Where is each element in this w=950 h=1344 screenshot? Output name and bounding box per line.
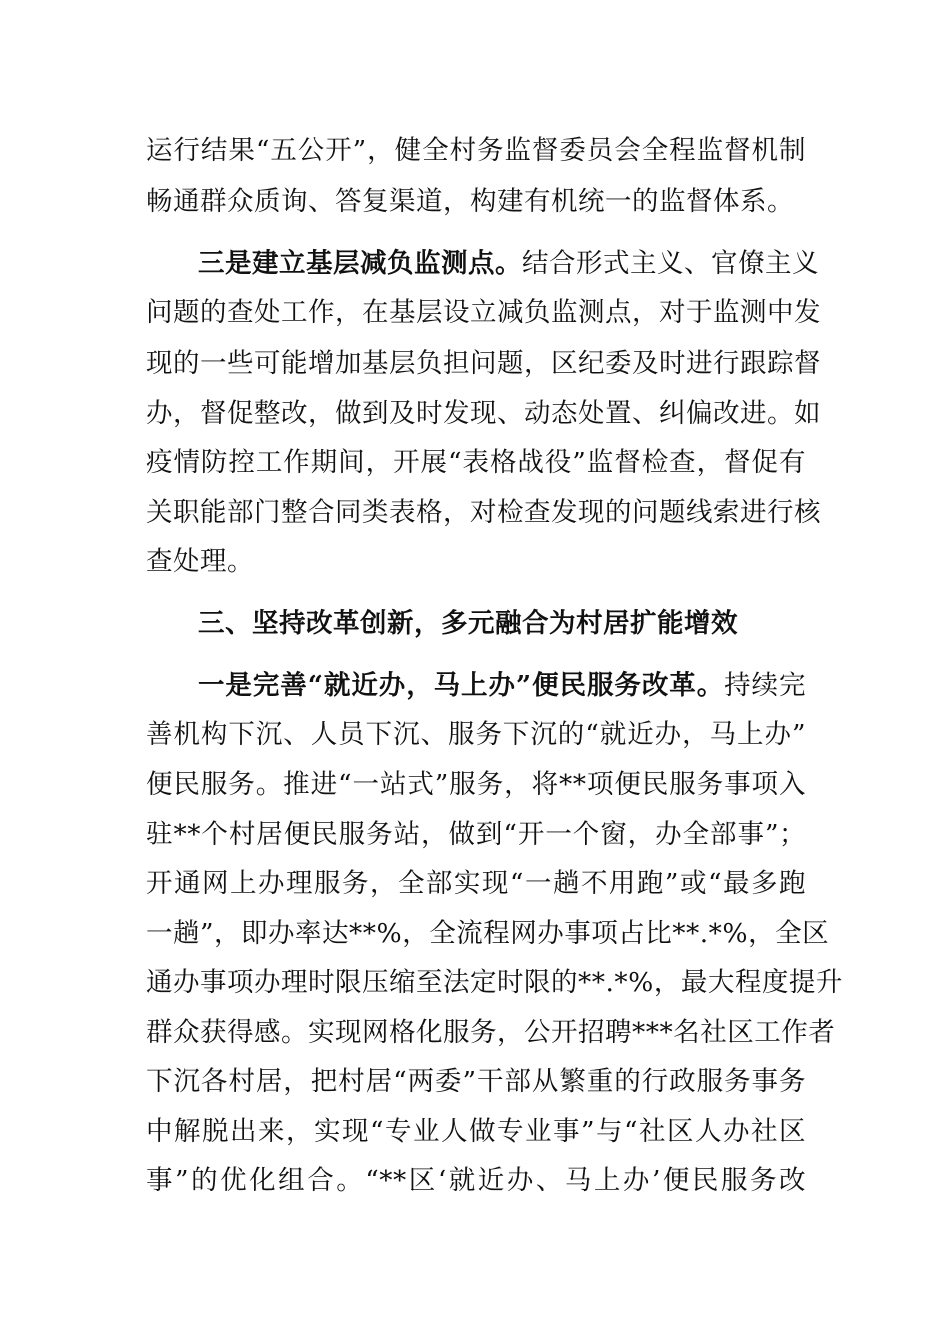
para3-line-2: 善机构下沉、人员下沉、服务下沉的“就近办，马上办” [146,719,806,750]
para2-line-3: 现的一些可能增加基层负担问题，区纪委及时进行跟踪督 [146,348,821,379]
para3-lead-bold: 一是完善“就近办，马上办”便民服务改革。 [198,670,725,701]
para3-line-8: 群众获得感。实现网格化服务，公开招聘***名社区工作者 [146,1017,836,1048]
para3-line-5: 开通网上办理服务，全部实现“一趟不用跑”或“最多跑 [146,868,806,899]
para2-line-5: 疫情防控工作期间，开展“表格战役”监督检查，督促有 [146,447,806,478]
para3-line-6: 一趟”，即办率达**%，全流程网办事项占比**.*%，全区 [146,918,830,949]
para2-line-2: 问题的查处工作，在基层设立减负监测点，对于监测中发 [146,297,821,328]
para3-line-1 [198,666,806,706]
para3-line-9: 下沉各村居，把村居“两委”干部从繁重的行政服务事务 [146,1066,806,1097]
para2-line-6: 关职能部门整合同类表格，对检查发现的问题线索进行核 [146,497,821,528]
para3-line-4: 驻**个村居便民服务站，做到“开一个窗，办全部事”； [146,819,806,850]
para3-lead-rest: 持续完 [724,670,806,701]
para3-line-10: 中解脱出来，实现“专业人做专业事”与“社区人办社区 [146,1116,806,1147]
para3-line-3: 便民服务。推进“一站式”服务，将**项便民服务事项入 [146,769,806,800]
para3-line-11: 事”的优化组合。“**区‘就近办、马上办’便民服务改 [146,1165,806,1196]
para2-lead-bold: 三是建立基层减负监测点。 [198,248,522,279]
para1-line-2: 畅通群众质询、答复渠道，构建有机统一的监督体系。 [146,186,794,217]
para3-line-7: 通办事项办理时限压缩至法定时限的**.*%，最大程度提升 [146,967,843,998]
para1-line-1: 运行结果“五公开”，健全村务监督委员会全程监督机制 [146,135,806,166]
section-heading: 三、坚持改革创新，多元融合为村居扩能增效 [198,608,738,639]
para2-line-1 [198,244,819,284]
para2-line-7: 查处理。 [146,546,254,577]
para2-lead-rest: 结合形式主义、官僚主义 [522,248,819,279]
para2-line-4: 办，督促整改，做到及时发现、动态处置、纠偏改进。如 [146,398,821,429]
